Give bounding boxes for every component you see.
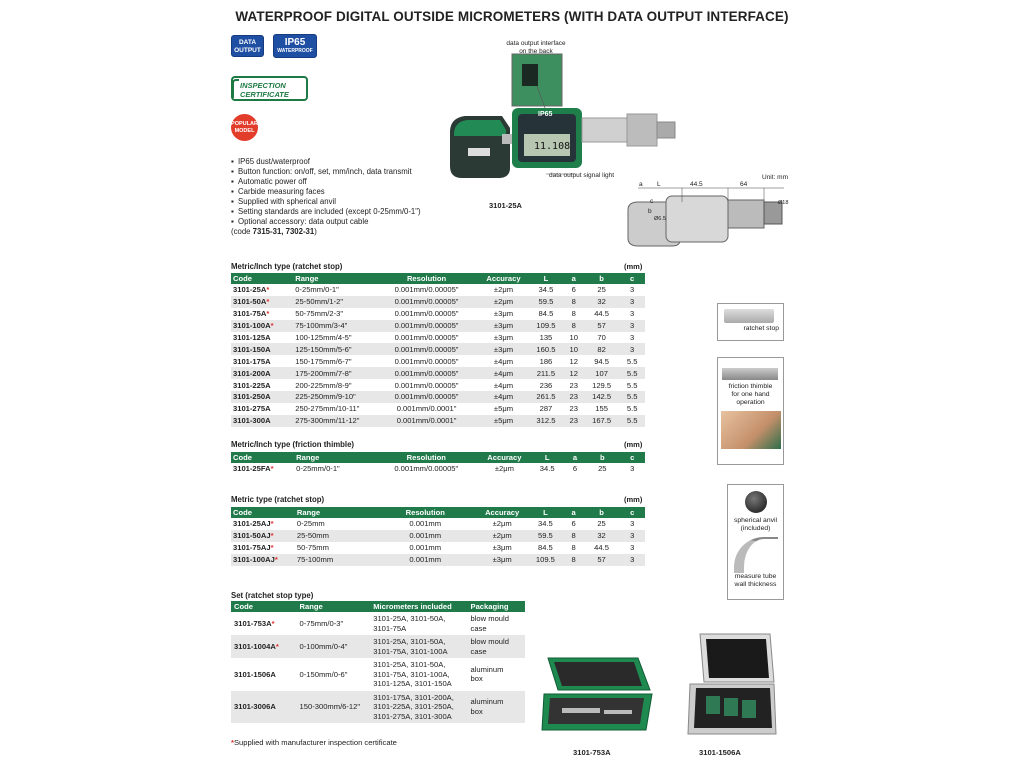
case-753-caption: 3101-753A: [573, 748, 611, 757]
table-cell: 25: [584, 518, 620, 530]
thimble-image: [722, 368, 778, 380]
table-cell: 3101-100AJ*: [231, 554, 295, 566]
dimension-unit: Unit: mm: [762, 174, 788, 181]
table-row: [231, 403, 645, 415]
table-row: [231, 554, 645, 566]
table-row: [231, 284, 645, 296]
popular-text: POPULAR: [231, 121, 258, 127]
table-cell: 0.001mm/0.00005": [374, 332, 478, 344]
table-cell: 0.001mm: [373, 518, 477, 530]
dim-b: b: [648, 208, 652, 215]
table-cell: 0-25mm/0-1": [293, 284, 374, 296]
feature-item: ▪ Optional accessory: data output cable: [231, 217, 461, 227]
table-cell: 44.5: [584, 542, 620, 554]
table-cell: 3101-125A: [231, 332, 293, 344]
column-header: Code: [231, 452, 294, 463]
spherical-anvil-image: [745, 491, 767, 513]
table-cell: 3101-150A: [231, 343, 293, 355]
table-cell: 5.5: [619, 403, 645, 415]
table-cell: 3101-25A, 3101-50A, 3101-75A: [370, 612, 467, 635]
table-cell: 3: [619, 343, 645, 355]
tube-caption: measure tube: [734, 573, 777, 580]
table-cell: 107: [584, 367, 619, 379]
feature-item: ▪ IP65 dust/waterproof: [231, 157, 461, 167]
feature-item: ▪ Automatic power off: [231, 177, 461, 187]
table-cell: 25: [585, 463, 620, 475]
certificate-star: *: [266, 309, 270, 319]
table-cell: 3101-25A*: [231, 284, 293, 296]
table-cell: blow mould case: [468, 612, 525, 635]
caption-line: data output interface: [506, 40, 566, 47]
case-1506-caption: 3101-1506A: [699, 748, 741, 757]
table-row: [231, 332, 645, 344]
table-cell: 5.5: [619, 415, 645, 427]
table-cell: aluminum box: [468, 691, 525, 724]
table-row: [231, 518, 645, 530]
table-cell: 3101-75AJ*: [231, 542, 295, 554]
table-cell: 8: [564, 320, 584, 332]
table-cell: 57: [584, 320, 619, 332]
table-cell: 3101-25AJ*: [231, 518, 295, 530]
table-cell: 109.5: [528, 320, 563, 332]
column-header: Micrometers included: [370, 601, 467, 612]
dim-a: a: [639, 181, 643, 188]
popular-model-badge: [231, 114, 258, 141]
table-cell: 250-275mm/10-11": [293, 403, 374, 415]
friction-caption: operation: [736, 399, 765, 406]
table-cell: 155: [584, 403, 619, 415]
table-cell: 3: [619, 308, 645, 320]
table-cell: ±4μm: [479, 379, 529, 391]
table-cell: 160.5: [528, 343, 563, 355]
table-cell: 0.001mm: [373, 554, 477, 566]
table-cell: 3101-50AJ*: [231, 530, 295, 542]
interface-caption: [500, 40, 572, 56]
column-header: b: [585, 452, 620, 463]
table-row: [231, 530, 645, 542]
table-cell: 8: [563, 554, 583, 566]
table-cell: aluminum box: [468, 658, 525, 691]
table-cell: 6: [565, 463, 585, 475]
tube-caption: wall thickness: [734, 581, 777, 588]
dim-44-5: 44.5: [690, 181, 703, 188]
table-cell: 225-250mm/9-10": [293, 391, 374, 403]
column-header: b: [584, 507, 620, 518]
dimension-drawing: [624, 180, 794, 252]
table-row: [231, 355, 645, 367]
table-cell: 59.5: [528, 296, 563, 308]
table-cell: 3: [619, 332, 645, 344]
table-cell: 0.001mm/0.00005": [374, 284, 478, 296]
table-cell: 0.001mm: [373, 530, 477, 542]
table-row: [231, 542, 645, 554]
certificate-star: *: [270, 464, 274, 474]
table-cell: 3101-753A*: [231, 612, 297, 635]
table-cell: 275-300mm/11-12": [293, 415, 374, 427]
table-row: [231, 691, 525, 724]
table-row: [231, 379, 645, 391]
table-cell: 3101-75A*: [231, 308, 293, 320]
table-cell: ±3μm: [479, 308, 529, 320]
table-cell: 135: [528, 332, 563, 344]
table-cell: 3101-175A, 3101-200A, 3101-225A, 3101-250A, 3101-275A, 3101-300A: [370, 691, 467, 724]
table-cell: 3101-3006A: [231, 691, 297, 724]
table-cell: 312.5: [528, 415, 563, 427]
table-cell: 23: [564, 403, 584, 415]
lcd-display: 11.108: [534, 141, 571, 152]
footnote-star: *: [231, 738, 234, 747]
table-row: [231, 343, 645, 355]
table-cell: 34.5: [527, 518, 563, 530]
column-header: Packaging: [468, 601, 525, 612]
column-header: L: [527, 507, 563, 518]
table-cell: 0-150mm/0-6": [297, 658, 371, 691]
table-row: [231, 391, 645, 403]
table-cell: 175-200mm/7-8": [293, 367, 374, 379]
metric-inch-ratchet-table: [231, 273, 645, 427]
column-header: a: [563, 507, 583, 518]
table-cell: ±4μm: [479, 391, 529, 403]
table-header-row: [231, 273, 645, 284]
table-cell: 0.001mm/0.00005": [374, 391, 478, 403]
table-cell: 150-300mm/6-12": [297, 691, 371, 724]
ratchet-caption: ratchet stop: [743, 325, 779, 332]
column-header: Accuracy: [479, 452, 529, 463]
table-cell: 0-25mm/0-1": [294, 463, 373, 475]
table-cell: 3101-200A: [231, 367, 293, 379]
table-cell: 3101-1506A: [231, 658, 297, 691]
feature-code-prefix: (code: [231, 227, 253, 236]
column-header: Range: [294, 452, 373, 463]
anvil-caption: (included): [740, 525, 771, 532]
product-model-caption: 3101-25A: [489, 201, 522, 210]
unit-label: (mm): [624, 262, 643, 271]
table-cell: ±5μm: [479, 415, 529, 427]
section-heading: Metric/Inch type (ratchet stop): [231, 262, 343, 271]
table-cell: 150-175mm/6-7": [293, 355, 374, 367]
table-cell: 3101-225A: [231, 379, 293, 391]
table-cell: 32: [584, 296, 619, 308]
table-row: [231, 296, 645, 308]
table-cell: 84.5: [527, 542, 563, 554]
table-row: [231, 463, 645, 475]
footnote-text: Supplied with manufacturer inspection certificate: [233, 738, 397, 747]
table-cell: 70: [584, 332, 619, 344]
table-cell: ±2μm: [477, 518, 527, 530]
certificate-star: *: [274, 555, 278, 565]
table-row: [231, 308, 645, 320]
section-heading: Metric/Inch type (friction thimble): [231, 440, 355, 449]
table-cell: 23: [564, 379, 584, 391]
certificate-line: CERTIFICATE: [240, 89, 289, 99]
table-row: [231, 320, 645, 332]
metric-inch-friction-table: [231, 452, 645, 475]
dim-c: c: [650, 198, 654, 205]
column-header: Accuracy: [479, 273, 529, 284]
table-cell: 8: [563, 542, 583, 554]
table-row: [231, 367, 645, 379]
table-row: [231, 612, 525, 635]
table-cell: 0.001mm/0.00005": [374, 343, 478, 355]
table-cell: 3101-275A: [231, 403, 293, 415]
table-cell: ±4μm: [479, 367, 529, 379]
table-cell: 0.001mm/0.00005": [373, 463, 479, 475]
table-cell: 25: [584, 284, 619, 296]
table-cell: ±3μm: [477, 554, 527, 566]
table-cell: 3101-25A, 3101-50A, 3101-75A, 3101-100A, 3101-125A, 3101-150A: [370, 658, 467, 691]
column-header: c: [620, 452, 645, 463]
table-cell: 84.5: [528, 308, 563, 320]
table-cell: ±4μm: [479, 355, 529, 367]
table-cell: 0-25mm: [295, 518, 374, 530]
table-cell: 10: [564, 343, 584, 355]
inspection-certificate-logo: [231, 76, 308, 101]
table-cell: 34.5: [529, 463, 564, 475]
column-header: Accuracy: [477, 507, 527, 518]
certificate-star: *: [270, 519, 274, 529]
table-cell: 12: [564, 355, 584, 367]
column-header: c: [619, 273, 645, 284]
dim-d2: Ø18: [778, 200, 789, 206]
table-cell: 0-100mm/0-4": [297, 635, 371, 658]
table-header-row: [231, 601, 525, 612]
hand-photo: [721, 411, 781, 449]
badge-text: IP65: [284, 37, 306, 48]
friction-caption: friction thimble: [728, 383, 773, 390]
table-cell: 44.5: [584, 308, 619, 320]
table-cell: 5.5: [619, 391, 645, 403]
case-1506-image: [686, 630, 778, 738]
table-cell: ±3μm: [479, 332, 529, 344]
ip65-badge: [273, 34, 317, 58]
table-cell: 3101-100A*: [231, 320, 293, 332]
column-header: Resolution: [373, 507, 477, 518]
column-header: Range: [297, 601, 371, 612]
table-cell: 125-150mm/5-6": [293, 343, 374, 355]
anvil-caption: spherical anvil: [733, 517, 778, 524]
table-cell: blow mould case: [468, 635, 525, 658]
badge-text: DATA: [238, 39, 257, 46]
signal-caption: data output signal light: [549, 172, 615, 179]
table-cell: 0.001mm: [373, 542, 477, 554]
column-header: c: [619, 507, 645, 518]
table-cell: 6: [563, 518, 583, 530]
ratchet-stop-box: [717, 303, 784, 341]
table-cell: 186: [528, 355, 563, 367]
table-cell: 129.5: [584, 379, 619, 391]
table-cell: 3: [619, 530, 645, 542]
table-cell: 5.5: [619, 367, 645, 379]
table-cell: 3101-50A*: [231, 296, 293, 308]
table-cell: ±2μm: [479, 296, 529, 308]
table-cell: 200-225mm/8-9": [293, 379, 374, 391]
table-cell: 23: [564, 391, 584, 403]
table-cell: 25-50mm: [295, 530, 374, 542]
table-cell: ±5μm: [479, 403, 529, 415]
friction-thimble-box: [717, 357, 784, 465]
table-cell: 50-75mm/2-3": [293, 308, 374, 320]
table-cell: ±2μm: [479, 284, 529, 296]
table-cell: 3101-25A, 3101-50A, 3101-75A, 3101-100A: [370, 635, 467, 658]
table-cell: 0.001mm/0.00005": [374, 367, 478, 379]
feature-item-code: [224, 227, 461, 237]
table-cell: 5.5: [619, 379, 645, 391]
feature-item: ▪ Button function: on/off, set, mm/inch, data transmit: [231, 167, 461, 177]
unit-label: (mm): [624, 440, 643, 449]
table-cell: 0-75mm/0-3": [297, 612, 371, 635]
table-cell: 261.5: [528, 391, 563, 403]
column-header: L: [529, 452, 564, 463]
column-header: b: [584, 273, 619, 284]
certificate-star: *: [270, 321, 274, 331]
table-cell: 8: [564, 296, 584, 308]
caption-line: on the back: [519, 48, 553, 55]
table-cell: 23: [564, 415, 584, 427]
table-cell: 100-125mm/4-5": [293, 332, 374, 344]
table-cell: 287: [528, 403, 563, 415]
table-cell: 211.5: [528, 367, 563, 379]
table-cell: 57: [584, 554, 620, 566]
section-heading: Set (ratchet stop type): [231, 591, 314, 600]
table-row: [231, 415, 645, 427]
table-cell: 0.001mm/0.0001": [374, 415, 478, 427]
feature-code: 7315-31, 7302-31: [252, 227, 315, 236]
table-cell: 82: [584, 343, 619, 355]
table-header-row: [231, 507, 645, 518]
table-cell: 3101-300A: [231, 415, 293, 427]
table-cell: 32: [584, 530, 620, 542]
table-cell: 25-50mm/1-2": [293, 296, 374, 308]
certificate-star: *: [275, 641, 279, 651]
table-header-row: [231, 452, 645, 463]
feature-code-suffix: ): [314, 227, 317, 236]
table-cell: 0.001mm/0.00005": [374, 320, 478, 332]
table-cell: 75-100mm: [295, 554, 374, 566]
table-cell: 3: [619, 542, 645, 554]
table-cell: 3101-25FA*: [231, 463, 294, 475]
table-cell: 109.5: [527, 554, 563, 566]
anvil-box: [727, 484, 784, 600]
table-cell: 8: [563, 530, 583, 542]
certificate-star: *: [266, 285, 270, 295]
column-header: a: [564, 273, 584, 284]
feature-item: ▪ Carbide measuring faces: [231, 187, 461, 197]
certificate-star: *: [270, 543, 274, 553]
table-cell: 0.001mm/0.00005": [374, 379, 478, 391]
table-cell: 167.5: [584, 415, 619, 427]
table-row: [231, 658, 525, 691]
table-cell: 5.5: [619, 355, 645, 367]
case-753-image: [538, 650, 658, 735]
table-cell: 236: [528, 379, 563, 391]
column-header: Code: [231, 507, 295, 518]
column-header: Resolution: [374, 273, 478, 284]
column-header: Range: [295, 507, 374, 518]
dim-L: L: [657, 181, 661, 188]
table-cell: 6: [564, 284, 584, 296]
unit-label: (mm): [624, 495, 643, 504]
table-cell: 10: [564, 332, 584, 344]
table-cell: 3: [619, 284, 645, 296]
certificate-star: *: [270, 531, 274, 541]
table-cell: 0.001mm/0.0001": [374, 403, 478, 415]
table-cell: 12: [564, 367, 584, 379]
table-cell: 8: [564, 308, 584, 320]
table-cell: 3: [620, 463, 645, 475]
table-row: [231, 635, 525, 658]
table-cell: 50-75mm: [295, 542, 374, 554]
column-header: Range: [293, 273, 374, 284]
column-header: a: [565, 452, 585, 463]
table-cell: ±2μm: [477, 530, 527, 542]
data-output-badge: [231, 35, 264, 57]
table-cell: 3: [619, 320, 645, 332]
column-header: Resolution: [373, 452, 479, 463]
table-cell: ±3μm: [479, 320, 529, 332]
table-cell: 0.001mm/0.00005": [374, 296, 478, 308]
table-cell: 3: [619, 554, 645, 566]
table-cell: 3101-250A: [231, 391, 293, 403]
metric-ratchet-table: [231, 507, 645, 566]
table-cell: 75-100mm/3-4": [293, 320, 374, 332]
section-heading: Metric type (ratchet stop): [231, 495, 325, 504]
tube-image: [734, 537, 778, 573]
certificate-star: *: [266, 297, 270, 307]
column-header: L: [528, 273, 563, 284]
table-cell: 3101-1004A*: [231, 635, 297, 658]
ratchet-image: [724, 309, 774, 323]
table-cell: 142.5: [584, 391, 619, 403]
column-header: Code: [231, 273, 293, 284]
ip65-label: IP65: [538, 111, 553, 118]
table-cell: ±3μm: [479, 343, 529, 355]
friction-caption: for one hand: [731, 391, 770, 398]
popular-text: MODEL: [234, 127, 255, 134]
feature-list: [231, 157, 461, 237]
dim-64: 64: [740, 181, 748, 188]
page-title: WATERPROOF DIGITAL OUTSIDE MICROMETERS (WITH DATA OUTPUT INTERFACE): [235, 9, 789, 24]
table-cell: 3: [619, 518, 645, 530]
feature-item: ▪ Supplied with spherical anvil: [231, 197, 461, 207]
table-cell: 3101-175A: [231, 355, 293, 367]
certificate-star: *: [271, 618, 275, 628]
feature-item: ▪ Setting standards are included (except 0-25mm/0-1"): [231, 207, 461, 217]
footnote: [231, 738, 397, 747]
table-cell: 94.5: [584, 355, 619, 367]
table-cell: ±2μm: [479, 463, 529, 475]
table-cell: 34.5: [528, 284, 563, 296]
certificate-icon: [232, 79, 239, 98]
badge-text: OUTPUT: [234, 47, 261, 54]
table-cell: 0.001mm/0.00005": [374, 355, 478, 367]
certificate-line: INSPECTION: [240, 81, 286, 90]
set-table: [231, 601, 525, 723]
table-cell: 0.001mm/0.00005": [374, 308, 478, 320]
table-cell: 3: [619, 296, 645, 308]
badge-subtext: WATERPROOF: [277, 48, 313, 54]
column-header: Code: [231, 601, 297, 612]
table-cell: ±3μm: [477, 542, 527, 554]
dim-d1: Ø6.5: [654, 216, 666, 222]
table-cell: 59.5: [527, 530, 563, 542]
